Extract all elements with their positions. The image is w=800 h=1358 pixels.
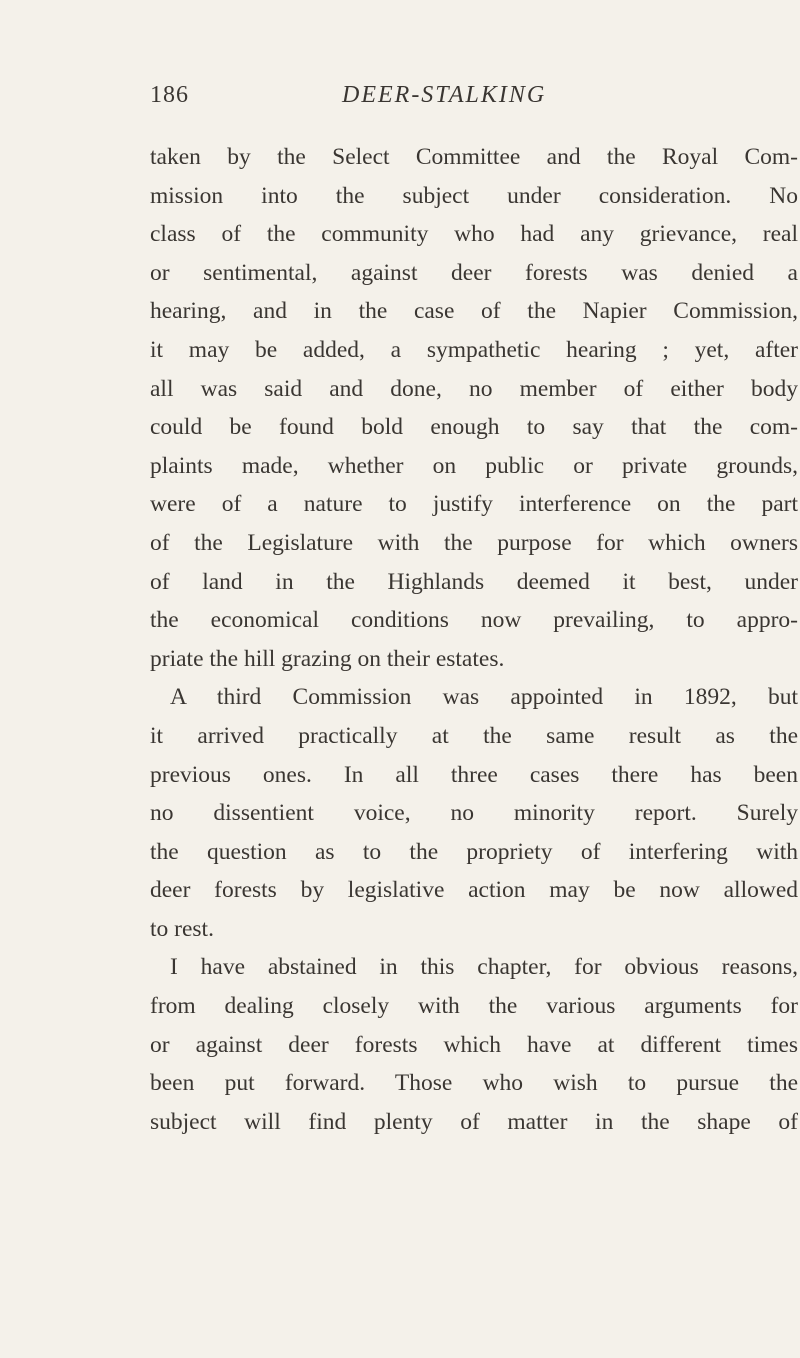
text-line: could be found bold enough to say that the com-	[150, 414, 798, 441]
text-line: no dissentient voice, no minority report. Surely	[150, 800, 798, 827]
body-text	[150, 138, 798, 1141]
text-line: of land in the Highlands deemed it best, under	[150, 568, 798, 595]
text-line: A third Commission was appointed in 1892, but	[170, 684, 798, 711]
page-number: 186	[150, 82, 189, 108]
text-line: plaints made, whether on public or private grounds,	[150, 452, 798, 479]
page-header	[150, 82, 798, 122]
text-line: the question as to the propriety of interfering with	[150, 838, 798, 865]
text-line: were of a nature to justify interference on the part	[150, 491, 798, 518]
running-head: DEER-STALKING	[342, 82, 547, 108]
text-line: it arrived practically at the same result as the	[150, 722, 798, 749]
text-line: subject will find plenty of matter in the shape of	[150, 1108, 798, 1135]
text-line: priate the hill grazing on their estates.	[150, 645, 505, 672]
text-line: taken by the Select Committee and the Royal Com-	[150, 144, 798, 170]
text-line: or sentimental, against deer forests was denied a	[150, 259, 798, 286]
text-line: or against deer forests which have at different times	[150, 1031, 798, 1058]
text-line: previous ones. In all three cases there has been	[150, 761, 798, 788]
text-line: class of the community who had any grievance, real	[150, 221, 798, 248]
text-line: I have abstained in this chapter, for obvious reasons,	[170, 954, 798, 981]
text-line: from dealing closely with the various arguments for	[150, 993, 798, 1020]
text-line: to rest.	[150, 915, 214, 942]
text-line: deer forests by legislative action may be now allowed	[150, 877, 798, 904]
text-line: all was said and done, no member of either body	[150, 375, 798, 402]
text-line: been put forward. Those who wish to pursue the	[150, 1070, 798, 1097]
text-line: hearing, and in the case of the Napier Commission,	[150, 298, 798, 325]
text-line: mission into the subject under consideration. No	[150, 182, 798, 209]
text-line: the economical conditions now prevailing, to appro-	[150, 607, 798, 634]
text-line: it may be added, a sympathetic hearing ; yet, after	[150, 336, 798, 363]
text-line: of the Legislature with the purpose for which owners	[150, 529, 798, 556]
